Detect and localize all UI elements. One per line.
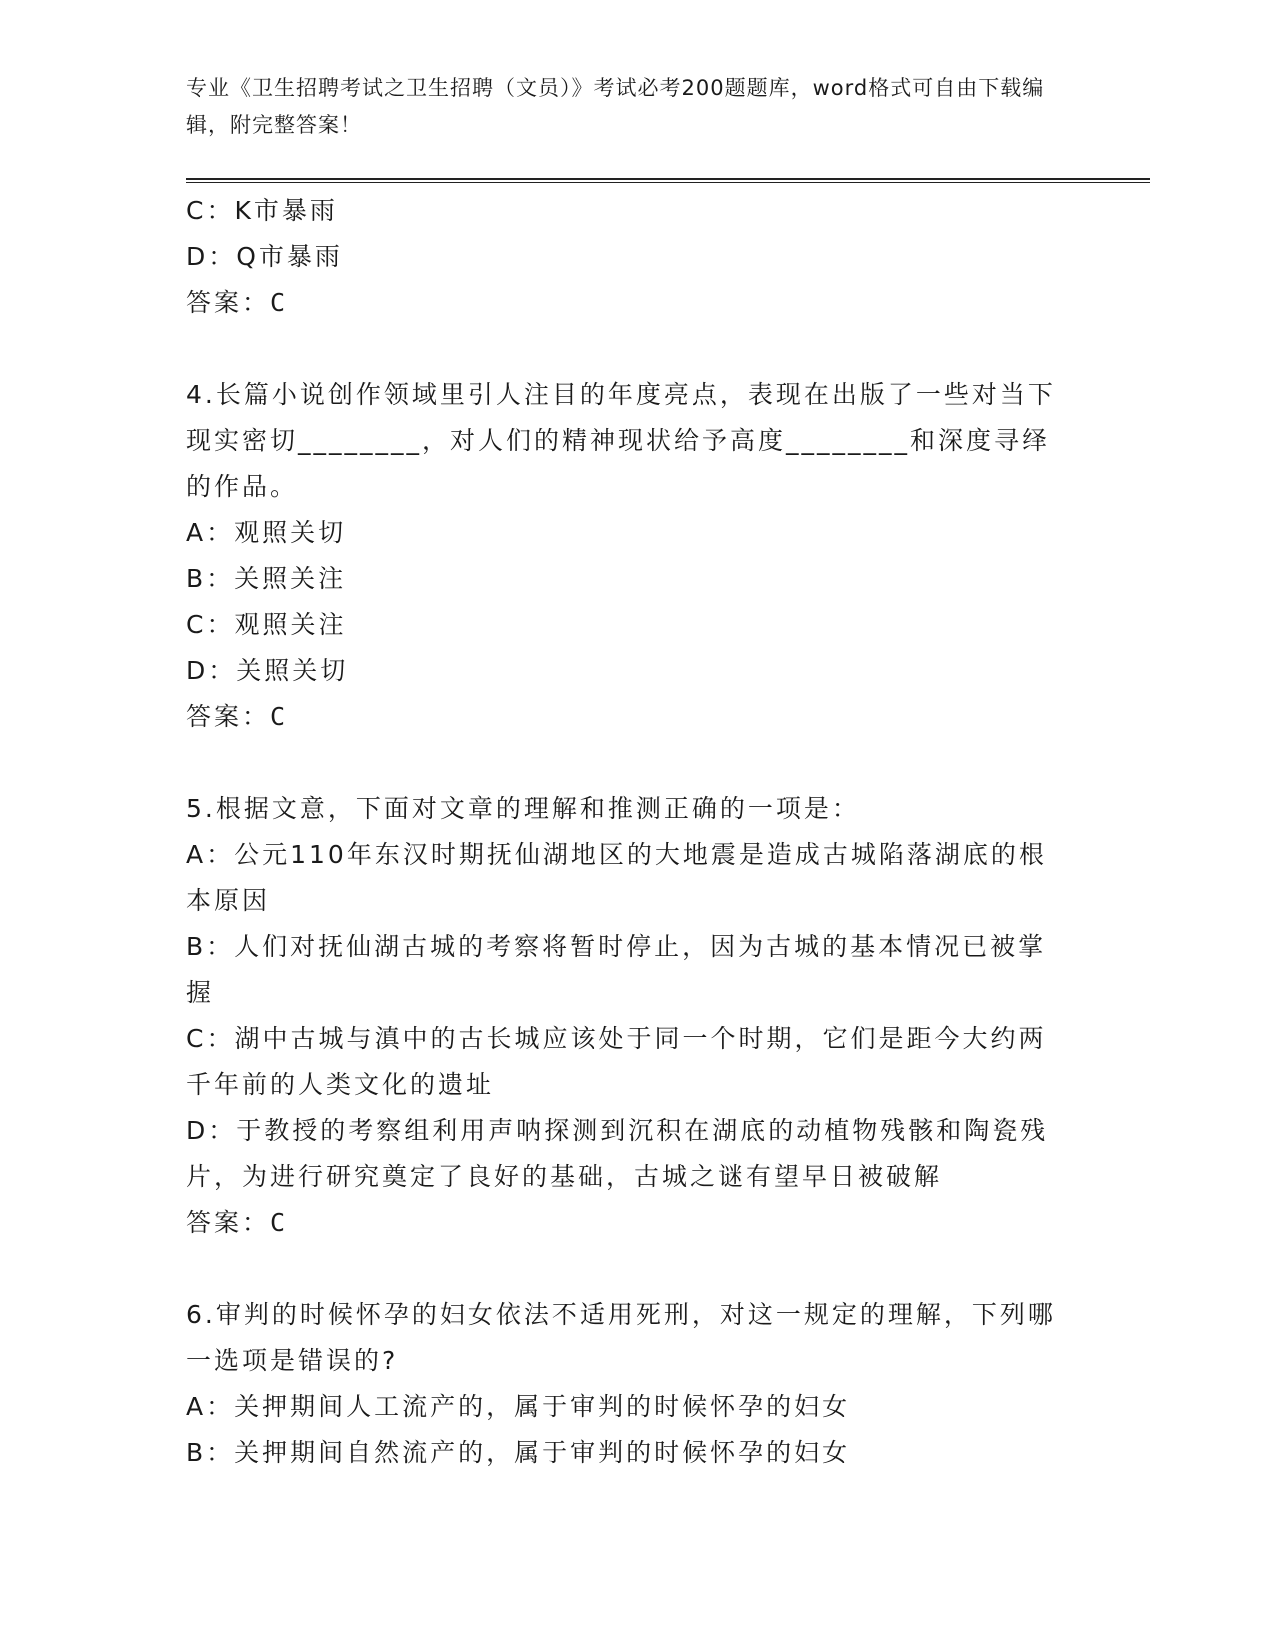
option-b: B：关押期间自然流产的，属于审判的时候怀孕的妇女 [186, 1438, 851, 1467]
answer-value: C [270, 288, 289, 317]
option-d: D：于教授的考察组利用声呐探测到沉积在湖底的动植物残骸和陶瓷残片，为进行研究奠定了良好的基础，古城之谜有望早日被破解 [186, 1116, 1049, 1191]
option-a: A：关押期间人工流产的，属于审判的时候怀孕的妇女 [186, 1392, 851, 1421]
answer-line [186, 280, 1066, 326]
answer-label: 答案： [186, 702, 271, 731]
option-c: C：观照关注 [186, 610, 347, 639]
question-list [186, 188, 1066, 1476]
answer-value: C [270, 702, 289, 731]
document-header [186, 70, 1066, 144]
question-4 [186, 372, 1066, 740]
question-3-tail [186, 188, 1066, 326]
answer-line [186, 694, 1066, 740]
answer-label: 答案： [186, 288, 271, 317]
option-b: B：人们对抚仙湖古城的考察将暂时停止，因为古城的基本情况已被掌握 [186, 932, 1047, 1007]
option-d: D：Q市暴雨 [186, 242, 343, 271]
option-b: B：关照关注 [186, 564, 347, 593]
question-6 [186, 1292, 1066, 1476]
question-5 [186, 786, 1066, 1246]
option-c: C：K市暴雨 [186, 196, 338, 225]
option-d: D：关照关切 [186, 656, 349, 685]
question-stem: 5.根据文意，下面对文章的理解和推测正确的一项是： [186, 794, 860, 823]
question-stem: 6.审判的时候怀孕的妇女依法不适用死刑，对这一规定的理解，下列哪一选项是错误的? [186, 1300, 1056, 1375]
answer-label: 答案： [186, 1208, 271, 1237]
header-divider [186, 178, 1150, 180]
option-a: A：公元110年东汉时期抚仙湖地区的大地震是造成古城陷落湖底的根本原因 [186, 840, 1047, 915]
option-c: C：湖中古城与滇中的古长城应该处于同一个时期，它们是距今大约两千年前的人类文化的遗址 [186, 1024, 1047, 1099]
answer-value: C [270, 1208, 289, 1237]
option-a: A：观照关切 [186, 518, 347, 547]
answer-line [186, 1200, 1066, 1246]
header-divider-thin [186, 182, 1150, 183]
question-stem: 4.长篇小说创作领域里引人注目的年度亮点，表现在出版了一些对当下现实密切________，对人们的精神现状给予高度________和深度寻绎的作品。 [186, 380, 1056, 501]
document-title: 专业《卫生招聘考试之卫生招聘（文员）》考试必考200题题库，word格式可自由下载编辑，附完整答案！ [186, 76, 1045, 137]
